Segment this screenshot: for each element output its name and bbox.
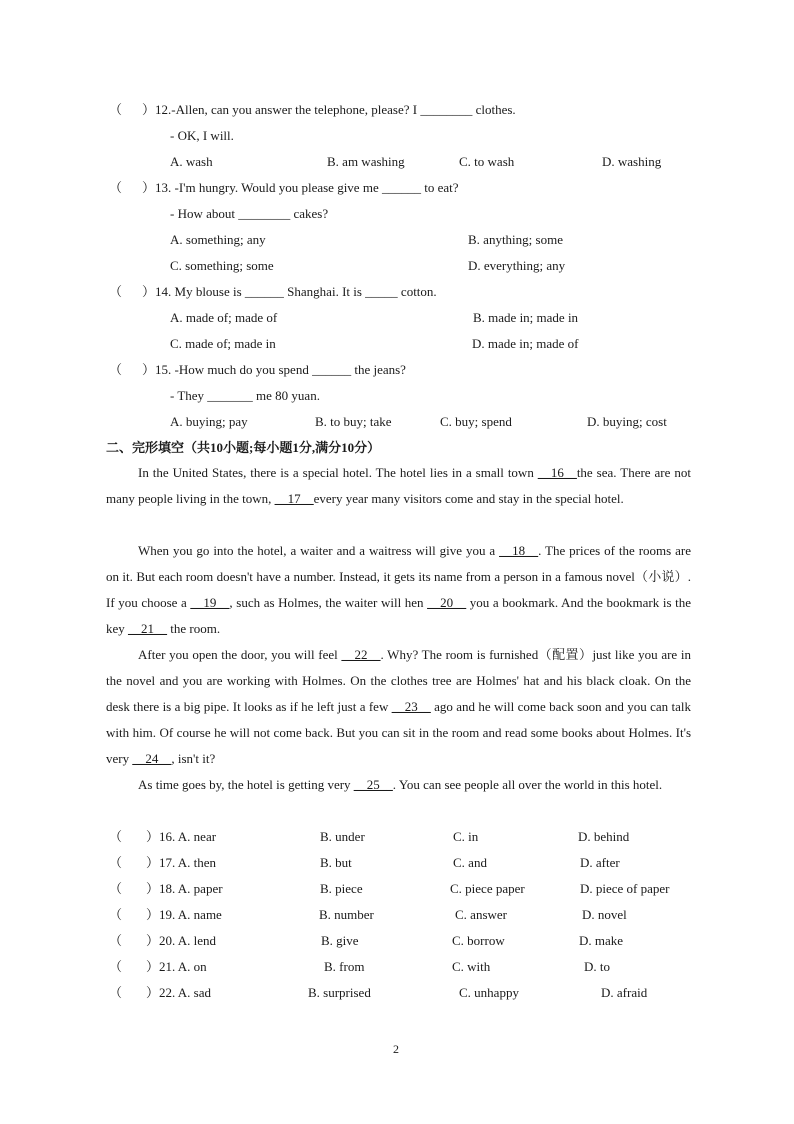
passage-paragraph: As time goes by, the hotel is getting very __25__. You can see people all over the world in this hotel. — [138, 777, 663, 792]
option-a: ）20. A. lend — [146, 933, 217, 948]
option-b: B. number — [319, 907, 374, 922]
option-c: C. piece paper — [450, 881, 525, 896]
question-13 — [109, 180, 459, 196]
answer-paren: （ — [109, 102, 123, 117]
passage-paragraph: When you go into the hotel, a waiter and a waitress will give you a __18__. The prices of the rooms are on it. But each room doesn't have a number. Instead, it gets its name from a person in a famous novel（小说）. If you choose a __19__, such as Holmes, the waiter will hen __20__ you a bookmark. And the bookmark is the key __21__ the room. — [106, 543, 691, 636]
option-b: B. from — [324, 959, 365, 974]
option-c: C. buy; spend — [440, 414, 512, 429]
option-d: D. behind — [578, 829, 630, 844]
answer-paren: （ — [109, 362, 123, 377]
answer-paren: （ — [109, 907, 123, 922]
answer-paren: （ — [109, 985, 123, 1000]
option-b: B. give — [321, 933, 359, 948]
option-d: D. piece of paper — [580, 881, 670, 896]
answer-paren: （ — [109, 284, 123, 299]
blank-19: __19__ — [190, 595, 230, 610]
option-b: B. under — [320, 829, 365, 844]
option-c: C. to wash — [459, 154, 515, 169]
question-14 — [109, 284, 437, 300]
blank-16: __16__ — [537, 465, 577, 480]
option-a: A. buying; pay — [170, 414, 248, 429]
question-stem: ）12.-Allen, can you answer the telephone, please? I ________ clothes. — [142, 102, 516, 117]
option-c: C. something; some — [170, 258, 274, 273]
answer-paren: （ — [109, 180, 123, 195]
option-b: B. anything; some — [468, 232, 563, 247]
option-b: B. surprised — [308, 985, 371, 1000]
section-heading: 二、完形填空（共10小题;每小题1分,满分10分） — [106, 440, 381, 455]
blank-22: __22__ — [341, 647, 381, 662]
answer-paren: （ — [109, 855, 123, 870]
blank-17: __17__ — [274, 491, 314, 506]
option-d: D. make — [579, 933, 624, 948]
option-d: D. afraid — [601, 985, 648, 1000]
blank-21: __21__ — [128, 621, 168, 636]
option-d: D. buying; cost — [587, 414, 667, 429]
option-d: D. made in; made of — [472, 336, 579, 351]
option-a: ）18. A. paper — [146, 881, 223, 896]
answer-paren: （ — [109, 959, 123, 974]
blank-20: __20__ — [427, 595, 467, 610]
option-a: ）19. A. name — [146, 907, 222, 922]
option-a: ）21. A. on — [146, 959, 207, 974]
page-number: 2 — [393, 1042, 399, 1056]
passage-paragraph: After you open the door, you will feel __22__. Why? The room is furnished（配置）just like you are in the novel and you are working with Holmes. On the clothes tree are Holmes' hat and his black cloak. On the desk there is a big pipe. It looks as if he left just a few __23__ ago and he will come back soon and you can talk with him. Of course he will not come back. But you can sit in the room and read some books about Holmes. It's very __24__, isn't it? — [106, 647, 692, 766]
blank-25: __25__ — [353, 777, 393, 792]
question-12 — [109, 102, 516, 118]
option-b: B. piece — [320, 881, 363, 896]
question-15 — [109, 362, 406, 378]
option-a: A. something; any — [170, 232, 266, 247]
option-d: D. to — [584, 959, 610, 974]
question-stem: ）14. My blouse is ______ Shanghai. It is _____ cotton. — [142, 284, 437, 299]
blank-18: __18__ — [499, 543, 539, 558]
option-c: C. with — [452, 959, 491, 974]
option-c: C. unhappy — [459, 985, 519, 1000]
answer-paren: （ — [109, 829, 123, 844]
option-b: B. but — [320, 855, 352, 870]
option-c: C. borrow — [452, 933, 505, 948]
passage-paragraph: In the United States, there is a special hotel. The hotel lies in a small town __16__the sea. There are not many people living in the town, __17__every year many visitors come and stay in the special hotel. — [106, 465, 691, 506]
option-d: D. washing — [602, 154, 662, 169]
option-b: B. to buy; take — [315, 414, 392, 429]
option-b: B. am washing — [327, 154, 405, 169]
question-15-reply: - They _______ me 80 yuan. — [170, 388, 320, 403]
option-c: C. in — [453, 829, 479, 844]
option-a: ）16. A. near — [146, 829, 217, 844]
question-stem: ）15. -How much do you spend ______ the jeans? — [142, 362, 406, 377]
question-13-reply: - How about ________ cakes? — [170, 206, 329, 221]
blank-24: __24__ — [132, 751, 172, 766]
option-a: ）22. A. sad — [146, 985, 212, 1000]
question-stem: ）13. -I'm hungry. Would you please give me ______ to eat? — [142, 180, 459, 195]
option-a: A. made of; made of — [170, 310, 278, 325]
option-a: ）17. A. then — [146, 855, 217, 870]
option-c: C. answer — [455, 907, 507, 922]
option-b: B. made in; made in — [473, 310, 579, 325]
answer-paren: （ — [109, 881, 123, 896]
option-d: D. after — [580, 855, 620, 870]
question-12-reply: - OK, I will. — [170, 128, 234, 143]
blank-23: __23__ — [391, 699, 431, 714]
option-c: C. made of; made in — [170, 336, 276, 351]
option-a: A. wash — [170, 154, 213, 169]
option-d: D. everything; any — [468, 258, 566, 273]
option-c: C. and — [453, 855, 487, 870]
answer-paren: （ — [109, 933, 123, 948]
option-d: D. novel — [582, 907, 627, 922]
